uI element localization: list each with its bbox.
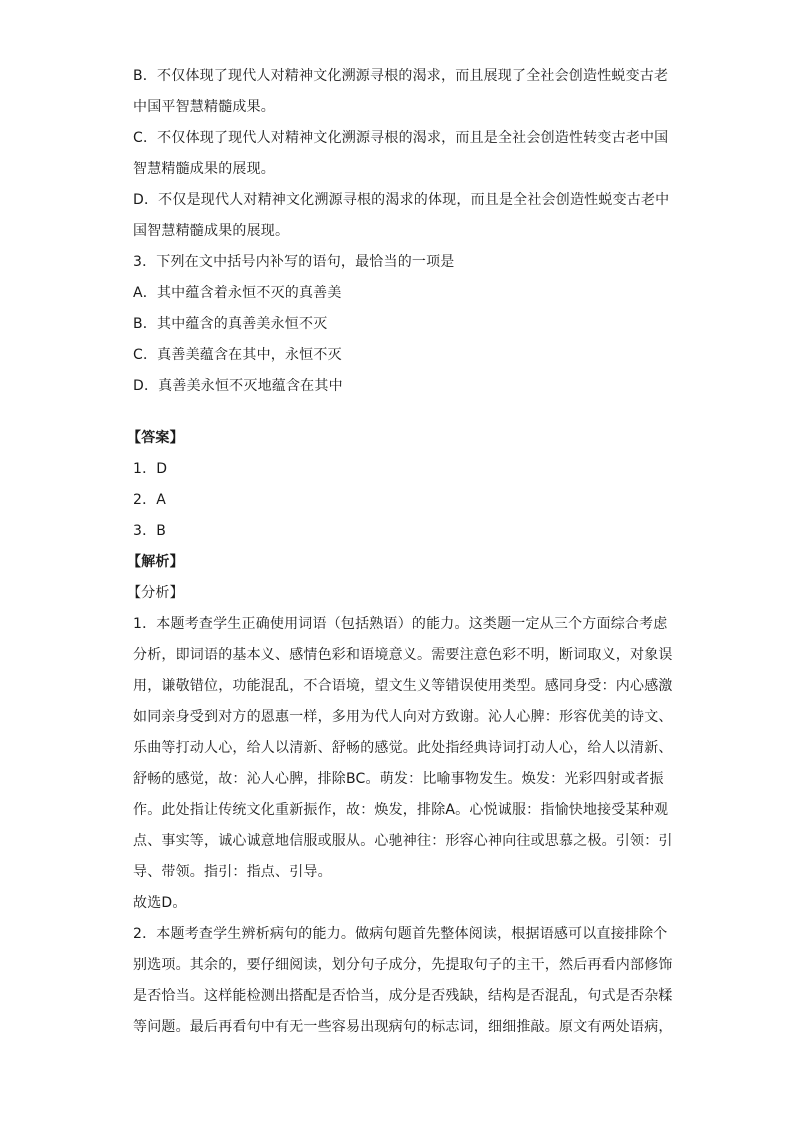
answer-item-2: 2．A <box>133 492 167 508</box>
option-2b-line-1: B．不仅体现了现代人对精神文化溯源寻根的渴求，而且展现了全社会创造性蜕变古老 <box>133 68 669 84</box>
explanation-line: 点、事实等，诚心诚意地信服或服从。心驰神往：形容心神向往或思慕之极。引领：引 <box>133 833 673 849</box>
explanation-line: 作。此处指让传统文化重新振作，故：焕发，排除A。心悦诚服：指愉快地接受某种观 <box>133 802 669 818</box>
explanation-line: 故选D。 <box>133 895 187 911</box>
explanation-line: 1．本题考查学生正确使用词语（包括熟语）的能力。这类题一定从三个方面综合考虑 <box>133 616 668 632</box>
option-2b-line-2: 中国平智慧精髓成果。 <box>133 99 275 115</box>
answer-item-3: 3．B <box>133 523 167 539</box>
explanation-line: 是否恰当。这样能检测出搭配是否恰当，成分是否残缺，结构是否混乱，句式是否杂糅 <box>133 988 673 1004</box>
option-2c-line-2: 智慧精髓成果的展现。 <box>133 161 275 177</box>
option-2c-line-1: C．不仅体现了现代人对精神文化溯源寻根的渴求，而且是全社会创造性转变古老中国 <box>133 130 669 146</box>
explanation-line: 2．本题考查学生辨析病句的能力。做病句题首先整体阅读，根据语感可以直接排除个 <box>133 926 668 942</box>
explanation-heading: 【解析】 <box>127 554 184 570</box>
explanation-line: 用，谦敬错位，功能混乱，不合语境，望文生义等错误使用类型。感同身受：内心感激 <box>133 678 673 694</box>
option-2d-line-1: D．不仅是现代人对精神文化溯源寻根的渴求的体现，而且是全社会创造性蜕变古老中 <box>133 192 670 208</box>
answer-heading: 【答案】 <box>127 430 184 446</box>
question-3-option-a: A．其中蕴含着永恒不灭的真善美 <box>133 285 342 301</box>
explanation-line: 舒畅的感觉，故：沁人心脾，排除BC。萌发：比喻事物发生。焕发：光彩四射或者振 <box>133 771 664 787</box>
explanation-line: 如同亲身受到对方的恩惠一样，多用为代人向对方致谢。沁人心脾：形容优美的诗文、 <box>133 709 673 725</box>
question-3-option-b: B．其中蕴含的真善美永恒不灭 <box>133 316 328 332</box>
answer-item-1: 1．D <box>133 461 168 477</box>
question-3-option-c: C．真善美蕴含在其中，永恒不灭 <box>133 347 342 363</box>
option-2d-line-2: 国智慧精髓成果的展现。 <box>133 223 290 239</box>
explanation-line: 别选项。其余的，要仔细阅读，划分句子成分，先提取句子的主干，然后再看内部修饰 <box>133 957 673 973</box>
question-3-stem: 3．下列在文中括号内补写的语句，最恰当的一项是 <box>133 254 455 270</box>
explanation-line: 等问题。最后再看句中有无一些容易出现病句的标志词，细细推敲。原文有两处语病， <box>133 1019 673 1035</box>
explanation-line: 乐曲等打动人心，给人以清新、舒畅的感觉。此处指经典诗词打动人心，给人以清新、 <box>133 740 673 756</box>
question-3-option-d: D．真善美永恒不灭地蕴含在其中 <box>133 378 343 394</box>
analysis-subheading: 【分析】 <box>127 585 184 601</box>
explanation-line: 导、带领。指引：指点、引导。 <box>133 864 332 880</box>
explanation-line: 分析，即词语的基本义、感情色彩和语境意义。需要注意色彩不明，断词取义，对象误 <box>133 647 673 663</box>
